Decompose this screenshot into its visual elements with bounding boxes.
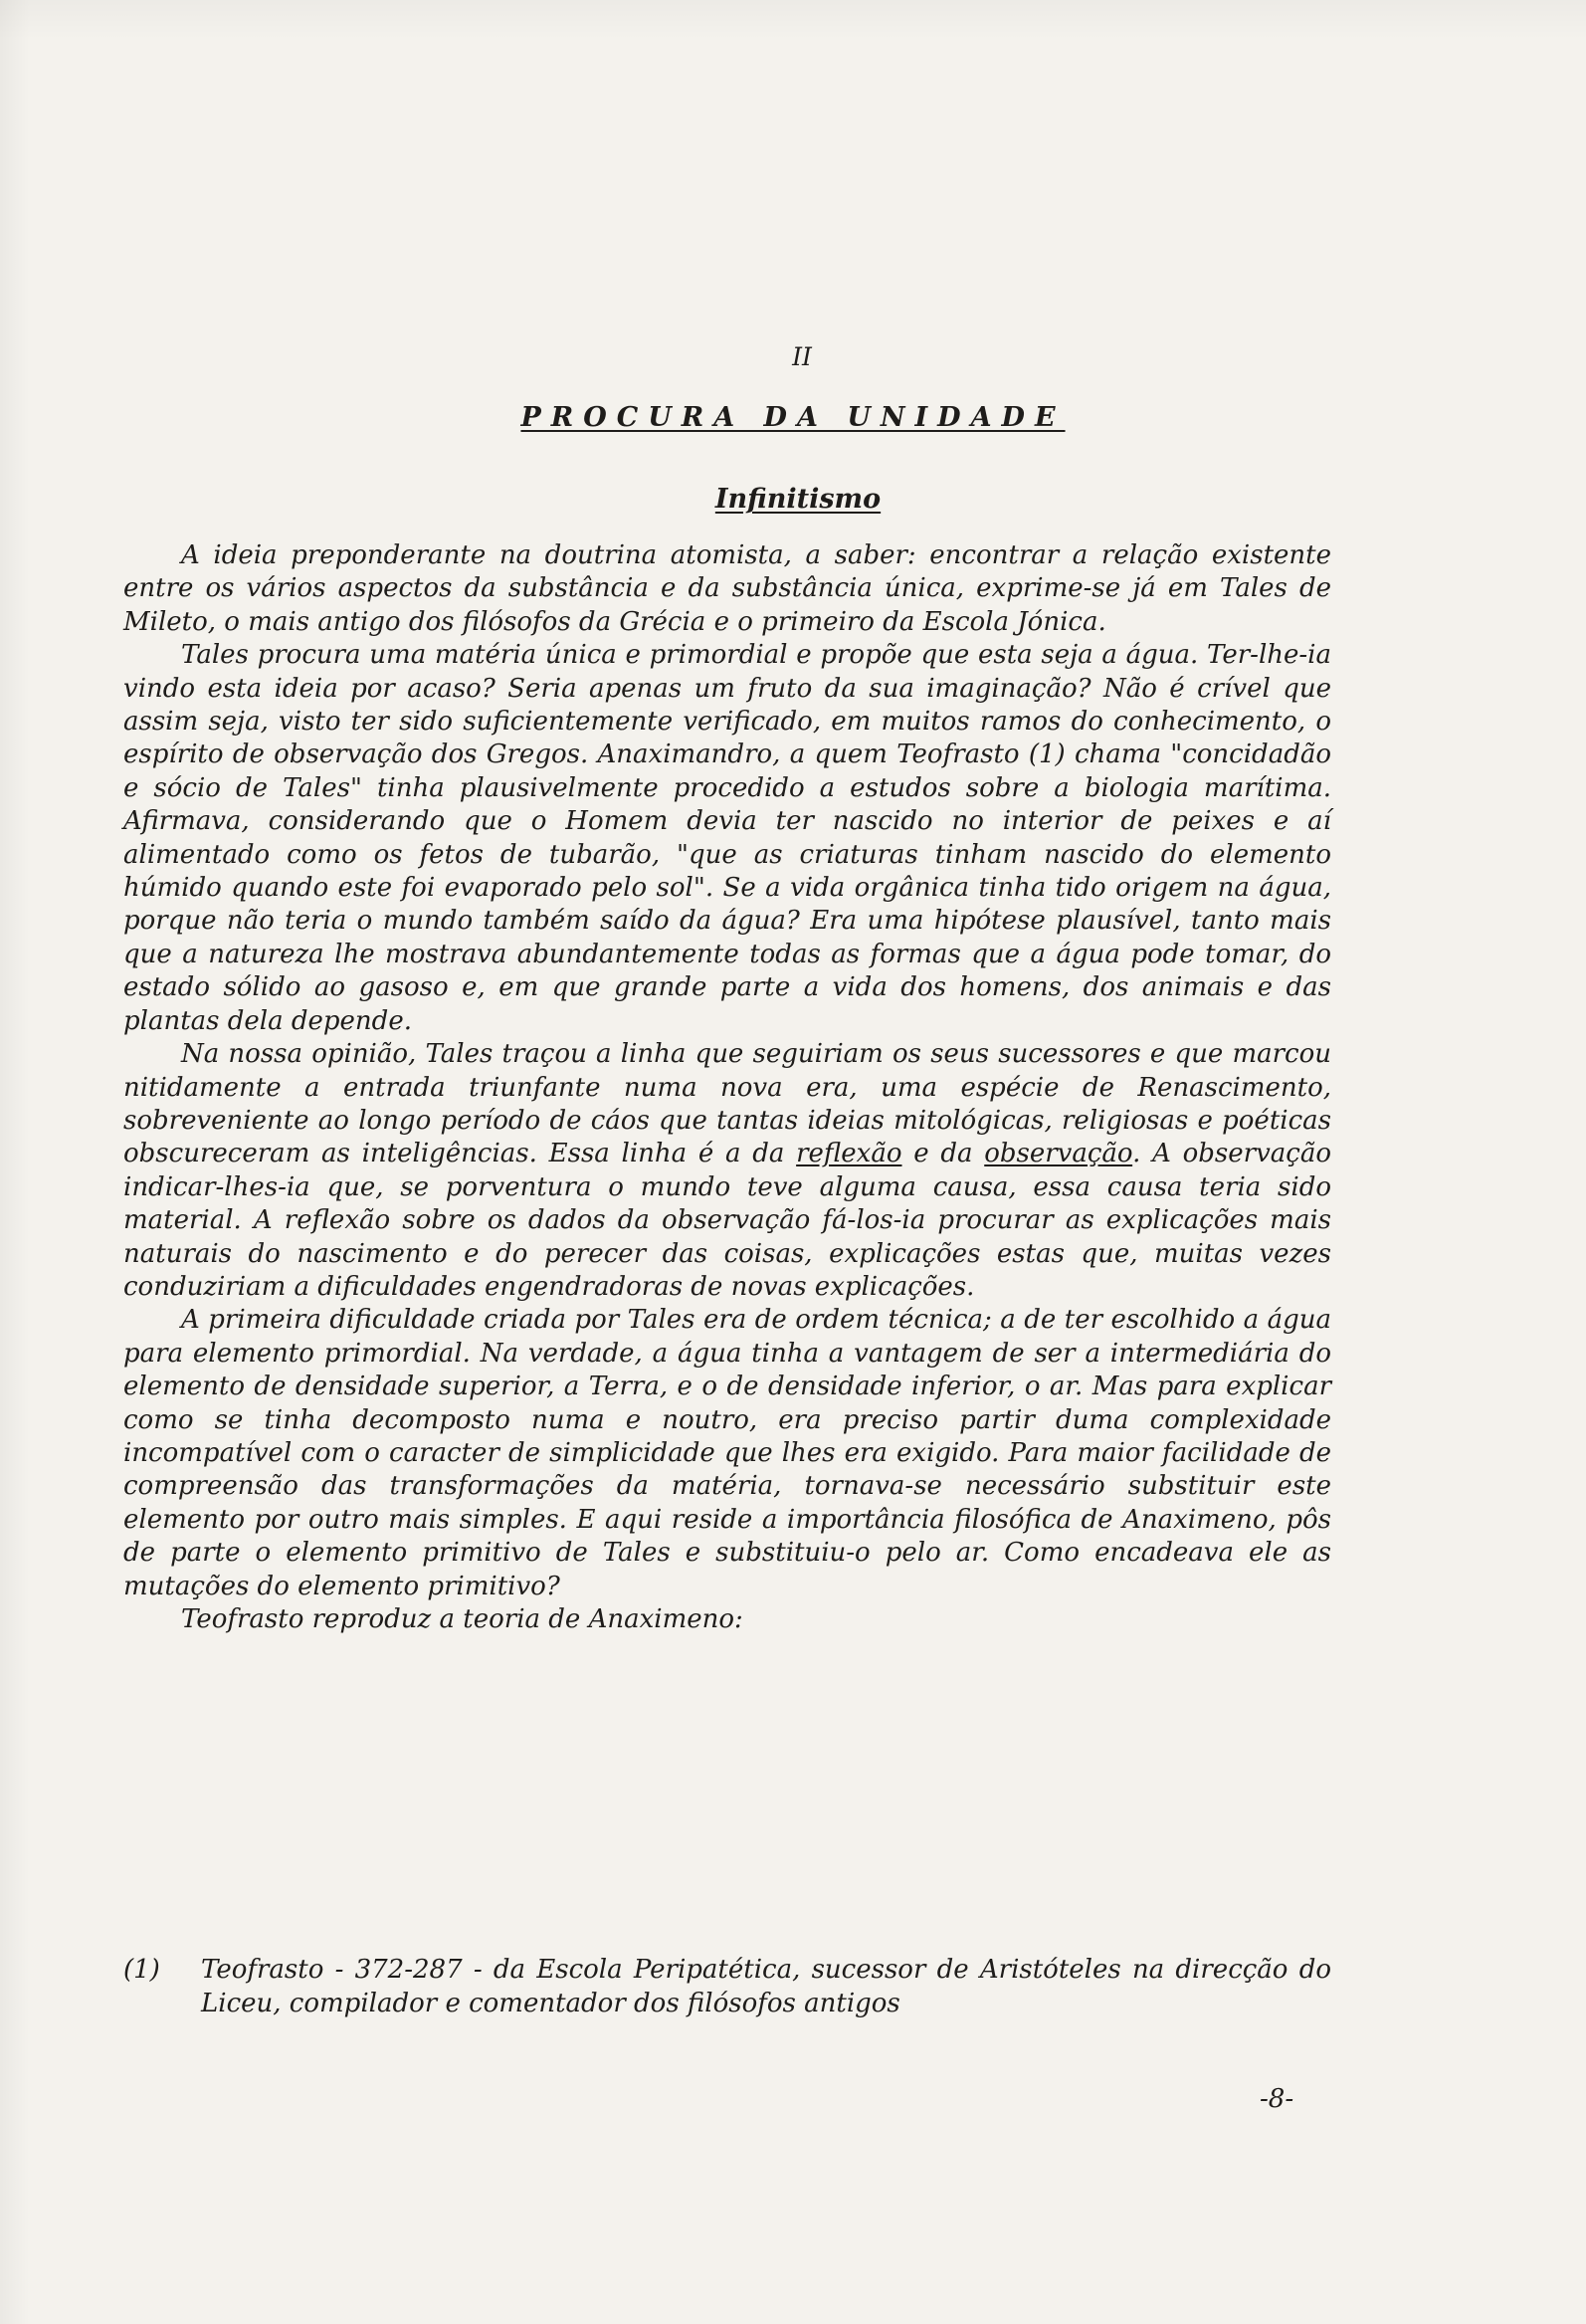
underlined-word-reflexao: reflexão xyxy=(796,1139,902,1169)
paragraph-3-part-a: Na nossa opinião, Tales traçou a linha que seguiriam os seus sucessores e que marcou nitidamente a entrada triunfante numa nova era, uma espécie de Renascimento, sobreveniente ao longo período de cáos que tantas ideias mitológicas, religiosas e poéticas obscureceram as inteligências. Essa linha é a da xyxy=(123,1039,1331,1169)
section-title: Infinitismo xyxy=(714,484,882,515)
footnote-text: Teofrasto - 372-287 - da Escola Peripatética, sucessor de Aristóteles na direcção do Liceu, compilador e comentador dos filósofos antigos xyxy=(201,1955,1331,2018)
paragraph-3-part-b: . A observação indicar-lhes-ia que, se porventura o mundo teve alguma causa, essa causa teria sido material. A reflexão sobre os dados da observação fá-los-ia procurar as explicações mais naturais do nascimento e do perecer das coisas, explicações estas que, muitas vezes conduziriam a dificuldades engendradoras de novas explicações. xyxy=(123,1139,1331,1302)
chapter-number: II xyxy=(792,342,812,371)
underlined-word-observacao: observação xyxy=(984,1139,1133,1169)
chapter-title: PROCURA DA UNIDADE xyxy=(520,402,1066,433)
body-text xyxy=(123,539,1331,1636)
paragraph-2: Tales procura uma matéria única e primordial e propõe que esta seja a água. Ter-lhe-ia vindo esta ideia por acaso? Seria apenas um fruto da sua imaginação? Não é crível que assim seja, visto ter sido suficientemente verificado, em muitos ramos do conhecimento, o espírito de observação dos Gregos. Anaximandro, a quem Teofrasto (1) chama "concidadão e sócio de Tales" tinha plausivelmente procedido a estudos sobre a biologia marítima. Afirmava, considerando que o Homem devia ter nascido no interior de peixes e aí alimentado como os fetos de tubarão, "que as criaturas tinham nascido do elemento húmido quando este foi evaporado pelo sol". Se a vida orgânica tinha tido origem na água, porque não teria o mundo também saído da água? Era uma hipótese plausível, tanto mais que a natureza lhe mostrava abundantemente todas as formas que a água pode tomar, do estado sólido ao gasoso e, em que grande parte a vida dos homens, dos animais e das plantas dela depende. xyxy=(123,640,1331,1036)
paragraph-3 xyxy=(123,1038,1331,1304)
paragraph-4: A primeira dificuldade criada por Tales era de ordem técnica; a de ter escolhido a água para elemento primordial. Na verdade, a água tinha a vantagem de ser a intermediária do elemento de densidade superior, a Terra, e o de densidade inferior, o ar. Mas para explicar como se tinha decomposto numa e noutro, era preciso partir duma complexidade incompatível com o caracter de simplicidade que lhes era exigido. Para maior facilidade de compreensão das transformações da matéria, tornava-se necessário substituir este elemento por outro mais simples. E aqui reside a importância filosófica de Anaximeno, pôs de parte o elemento primitivo de Tales e substituiu-o pelo ar. Como encadeava ele as mutações do elemento primitivo? xyxy=(123,1305,1331,1601)
page-number: -8- xyxy=(1260,2084,1294,2114)
paragraph-1: A ideia preponderante na doutrina atomista, a saber: encontrar a relação existente entre os vários aspectos da substância e da substância única, exprime-se já em Tales de Mileto, o mais antigo dos filósofos da Grécia e o primeiro da Escola Jónica. xyxy=(123,540,1331,637)
footnote xyxy=(123,1953,1331,2020)
footnote-marker: (1) xyxy=(123,1955,160,1985)
paragraph-5: Teofrasto reproduz a teoria de Anaximeno: xyxy=(181,1604,743,1634)
paragraph-3-connector: e da xyxy=(913,1139,973,1169)
